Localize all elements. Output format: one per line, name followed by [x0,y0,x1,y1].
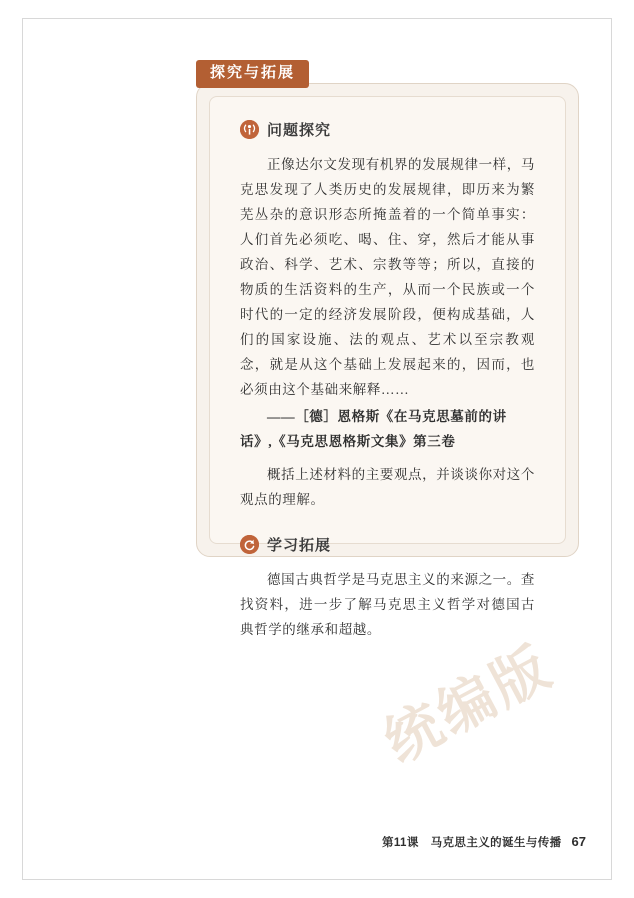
learning-extension-icon [240,535,259,554]
paragraph-learning-extension: 德国古典哲学是马克思主义的来源之一。查找资料，进一步了解马克思主义哲学对德国古典哲学的继承和超越。 [240,572,535,637]
paragraph-engels-quote: 正像达尔文发现有机界的发展规律一样，马克思发现了人类历史的发展规律，即历来为繁芜丛杂的意识形态所掩盖着的一个简单事实：人们首先必须吃、喝、住、穿，然后才能从事政治、科学、艺术、宗教等等；所以，直接的物质的生活资料的生产，从而一个民族或一个时代的一定的经济发展阶段，便构成基础，人们的国家设施、法的观点、艺术以至宗教观念，就是从这个基础上发展起来的，因而，也必须由这个基础来解释…… [240,157,535,397]
quote-source: ——［德］恩格斯《在马克思墓前的讲话》,《马克思恩格斯文集》第三卷 [240,409,507,449]
section-tab-explore: 探究与拓展 [196,60,309,88]
subsection-title: 学习拓展 [267,537,332,554]
page-footer [382,834,586,850]
explore-and-extend-box [196,83,579,637]
watermark: 统编版 [374,633,563,774]
subsection-header-learning-extension [240,534,535,555]
footer-page-number: 67 [571,834,586,849]
box-inner-content [209,96,566,637]
subsection-title: 问题探究 [267,122,332,139]
footer-lesson-title: 第11课 马克思主义的诞生与传播 [381,837,562,849]
subsection-header-question-explore [240,119,535,140]
question-explore-icon [240,120,259,139]
question-prompt: 概括上述材料的主要观点，并谈谈你对这个观点的理解。 [240,467,535,507]
